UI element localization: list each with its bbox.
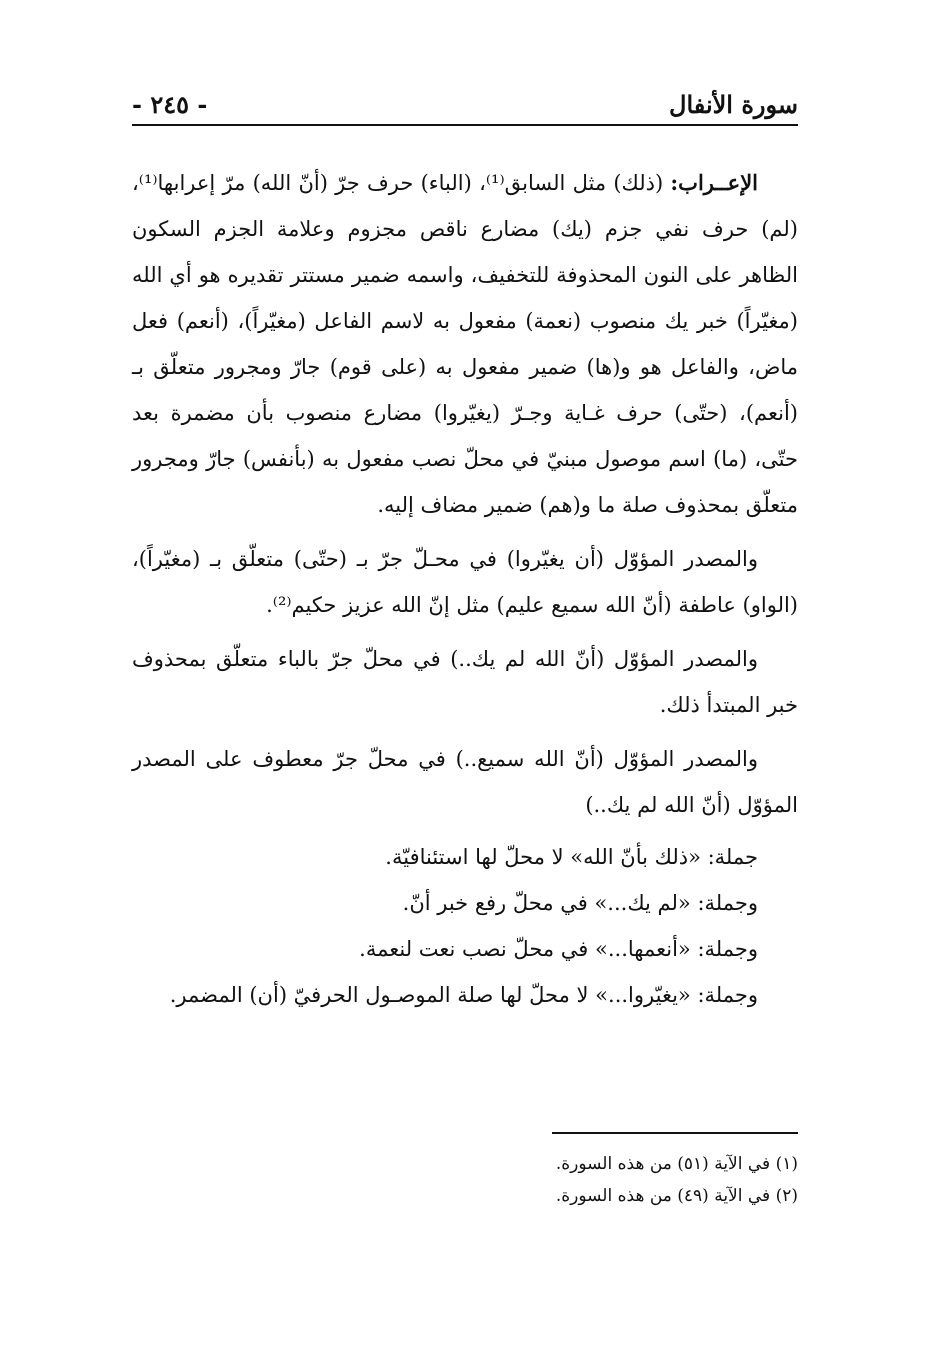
- page-body: [132, 160, 798, 1018]
- header-rule: [132, 124, 798, 126]
- masdar-text-2: والمصدر المؤوّل (أنّ الله لم يك..) في محلّ جرّ بالباء متعلّق بمحذوف خبر المبتدأ ذلك.: [132, 647, 798, 717]
- masdar-paragraph-2: [132, 636, 798, 728]
- jumal-list: [132, 834, 798, 1018]
- jumla-line: وجملة: «لم يك...» في محلّ رفع خبر أنّ.: [402, 891, 758, 915]
- footnote-rule: [552, 1132, 798, 1134]
- jumla-line: وجملة: «يغيّروا...» لا محلّ لها صلة الموصـول الحرفيّ (أن) المضمر.: [169, 983, 758, 1007]
- footnote-2: (٢) في الآية (٤٩) من هذه السورة.: [555, 1186, 798, 1206]
- surah-title: سورة الأنفال: [669, 89, 798, 119]
- footnote-1: (١) في الآية (٥١) من هذه السورة.: [555, 1154, 798, 1174]
- jumla-line: جملة: «ذلك بأنّ الله» لا محلّ لها استئنافيّة.: [385, 845, 758, 869]
- irab-text: (ذلك) مثل السابق⁽¹⁾، (الباء) حرف جرّ (أنّ الله) مرّ إعرابها⁽¹⁾، (لم) حرف نفي جزم (يك) مضارع ناقص مجزوم وعلامة الجزم السكون الظاهر على النون المحذوفة للتخفيف، واسمه ضمير مستتر تقديره هو أي الله (مغيّراً) خبر يك منصوب (نعمة) مفعول به لاسم الفاعل (مغيّراً)، (أنعم) فعل ماض، والفاعل هو و(ها) ضمير مفعول به (على قوم) جارّ ومجرور متعلّق بـ (أنعم)، (حتّى) حرف غـاية وجـرّ (يغيّروا) مضارع منصوب بأن مضمرة بعد حتّى، (ما) اسم موصول مبنيّ في محلّ نصب مفعول به (بأنفس) جارّ ومجرور متعلّق بمحذوف صلة ما و(هم) ضمير مضاف إليه.: [132, 171, 798, 517]
- masdar-text-3: والمصدر المؤوّل (أنّ الله سميع..) في محلّ جرّ معطوف على المصدر المؤوّل (أنّ الله لم يك..): [132, 747, 798, 817]
- irab-lead: الإعــراب:: [670, 170, 759, 195]
- masdar-paragraph-3: [132, 736, 798, 828]
- jumla-line: وجملة: «أنعمها...» في محلّ نصب نعت لنعمة.: [359, 937, 758, 961]
- footnotes: [132, 1148, 798, 1212]
- page-header: [132, 84, 798, 124]
- irab-paragraph: [132, 160, 798, 528]
- page-number: - ٢٤٥ -: [132, 89, 208, 119]
- masdar-paragraph-1: [132, 536, 798, 628]
- masdar-text-1: والمصدر المؤوّل (أن يغيّروا) في محـلّ جرّ بـ (حتّى) متعلّق بـ (مغيّراً)، (الواو) عاطفة (أنّ الله سميع عليم) مثل إنّ الله عزيز حكيم⁽²⁾.: [132, 547, 798, 617]
